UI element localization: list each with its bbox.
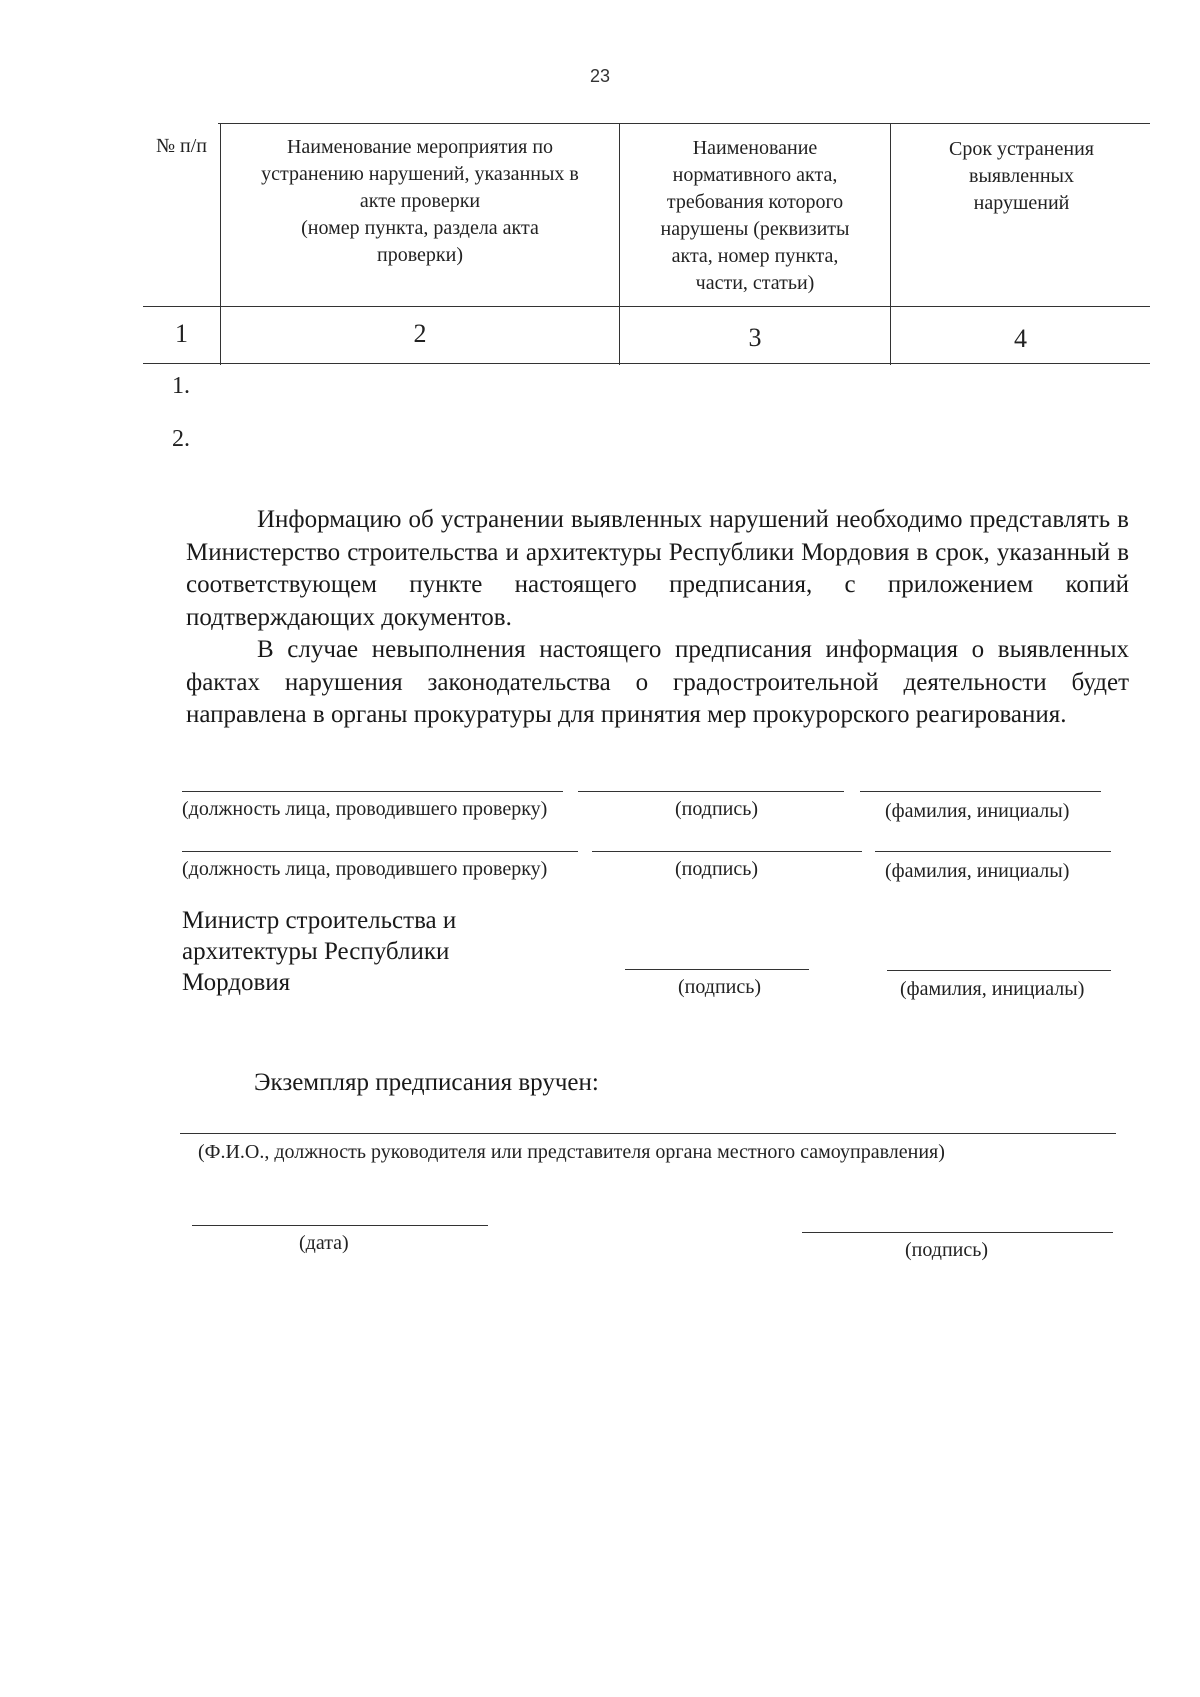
list-item: 1. bbox=[172, 373, 190, 399]
table-header-deadline: Срок устранения выявленных нарушений bbox=[949, 138, 1094, 214]
name-line bbox=[875, 851, 1111, 852]
signature-line bbox=[578, 791, 844, 792]
signature-caption: (подпись) bbox=[675, 798, 759, 820]
recipient-line bbox=[180, 1133, 1116, 1134]
date-line bbox=[192, 1225, 488, 1226]
table-header-border bbox=[143, 306, 1150, 307]
list-item: 2. bbox=[172, 426, 190, 452]
signature-line bbox=[625, 969, 809, 970]
position-caption: (должность лица, проводившего проверку) bbox=[182, 798, 548, 820]
warning-paragraph: В случае невыполнения настоящего предписания информация о выявленных фактах нарушения законодательства о градостроительной деятельности будет направлена в органы прокуратуры для принятия мер прокурорского реагирования. bbox=[186, 636, 1129, 728]
table-col-number: 2 bbox=[413, 319, 427, 348]
page-number: 23 bbox=[589, 66, 611, 86]
date-caption: (дата) bbox=[299, 1232, 349, 1254]
position-line bbox=[182, 791, 563, 792]
table-header-measure: Наименование мероприятия по устранению нарушений, указанных в акте проверки (номер пункта, раздела акта проверки) bbox=[261, 136, 579, 266]
position-caption: (должность лица, проводившего проверку) bbox=[182, 858, 548, 880]
table-col-number: 4 bbox=[1014, 324, 1027, 353]
signature-line bbox=[802, 1232, 1113, 1233]
recipient-caption: (Ф.И.О., должность руководителя или представителя органа местного самоуправления) bbox=[198, 1141, 945, 1163]
name-caption: (фамилия, инициалы) bbox=[900, 978, 1085, 1000]
receipt-title: Экземпляр предписания вручен: bbox=[254, 1069, 599, 1096]
name-caption: (фамилия, инициалы) bbox=[885, 800, 1070, 822]
name-caption: (фамилия, инициалы) bbox=[885, 860, 1070, 882]
signature-caption: (подпись) bbox=[675, 858, 759, 880]
name-line bbox=[887, 970, 1111, 971]
signature-caption: (подпись) bbox=[678, 976, 762, 998]
table-header-number: № п/п bbox=[155, 135, 208, 157]
name-line bbox=[860, 791, 1101, 792]
table-header-normative-act: Наименование нормативного акта, требования которого нарушены (реквизиты акта, номер пункта, части, статьи) bbox=[660, 137, 850, 294]
table-col-number: 3 bbox=[748, 323, 762, 352]
info-paragraph: Информацию об устранении выявленных нарушений необходимо представлять в Министерство строительства и архитектуры Республики Мордовия в срок, указанный в соответствующем пункте настоящего предписания, с приложением копий подтверждающих документов. bbox=[186, 506, 1129, 631]
table-top-border bbox=[218, 123, 1150, 124]
table-col-number: 1 bbox=[175, 319, 188, 348]
violations-table bbox=[143, 123, 1150, 365]
signature-caption: (подпись) bbox=[905, 1239, 989, 1261]
signature-line bbox=[592, 851, 862, 852]
position-line bbox=[182, 851, 578, 852]
minister-title: Министр строительства и архитектуры Республики Мордовия bbox=[182, 907, 457, 996]
table-bottom-border bbox=[143, 363, 1150, 364]
